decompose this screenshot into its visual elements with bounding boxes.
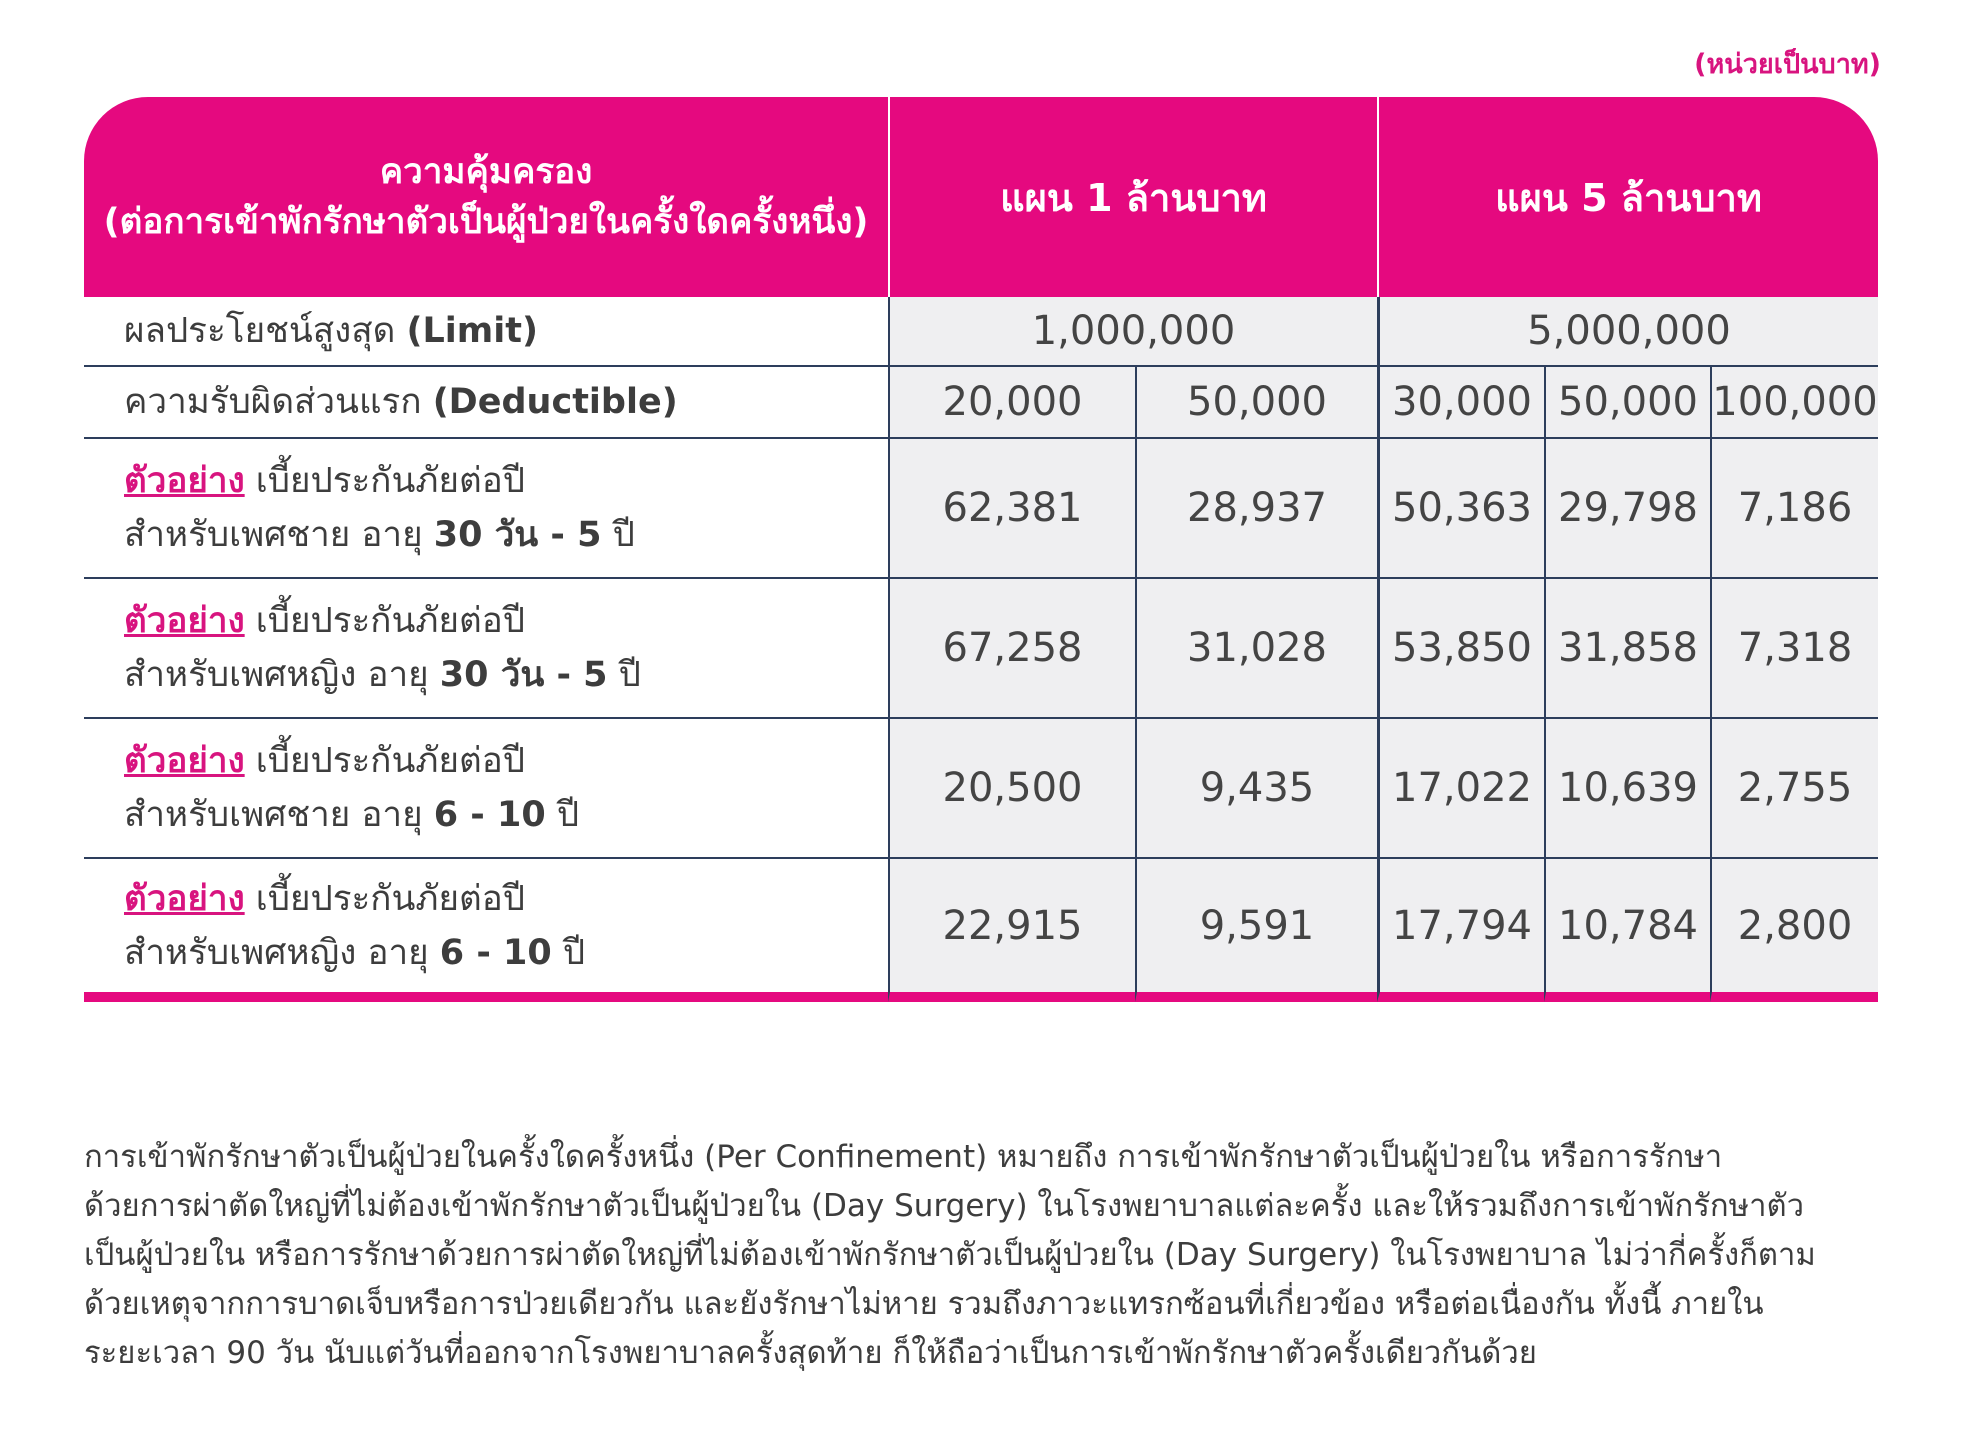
- premium-value: 17,794: [1377, 859, 1544, 1002]
- example-label: [84, 579, 888, 719]
- example-row-male-30d-5y: [84, 439, 1878, 579]
- limit-plan1-value: 1,000,000: [888, 297, 1377, 367]
- premium-value: 22,915: [888, 859, 1135, 1002]
- premium-value: 67,258: [888, 579, 1135, 719]
- premium-value: 9,591: [1135, 859, 1377, 1002]
- table-header-row: [84, 97, 1878, 297]
- example-line2-suffix: ปี: [612, 515, 635, 555]
- deductible-label-en: (Deductible): [432, 382, 678, 422]
- plan5-header: แผน 5 ล้านบาท: [1377, 97, 1878, 297]
- example-age: 6 - 10: [433, 795, 546, 835]
- premium-value: 53,850: [1377, 579, 1544, 719]
- limit-label: [84, 297, 888, 367]
- footnote-line: ด้วยการผ่าตัดใหญ่ที่ไม่ต้องเข้าพักรักษาตัวเป็นผู้ป่วยใน (Day Surgery) ในโรงพยาบาลแต่ละครั้ง และให้รวมถึงการเข้าพักรักษาตัว: [84, 1188, 1805, 1224]
- example-line1: เบี้ยประกันภัยต่อปี: [255, 741, 525, 781]
- example-row-male-6-10y: [84, 719, 1878, 859]
- example-line1: เบี้ยประกันภัยต่อปี: [255, 601, 525, 641]
- premium-value: 20,500: [888, 719, 1135, 859]
- footnote: [84, 1133, 1884, 1378]
- limit-label-en: (Limit): [406, 311, 538, 351]
- premium-value: 31,028: [1135, 579, 1377, 719]
- premium-value: 10,639: [1544, 719, 1710, 859]
- example-line2-prefix: สำหรับเพศหญิง อายุ: [124, 655, 429, 695]
- unit-note: (หน่วยเป็นบาท): [1694, 49, 1881, 80]
- plan1-header: แผน 1 ล้านบาท: [888, 97, 1377, 297]
- example-line1: เบี้ยประกันภัยต่อปี: [255, 461, 525, 501]
- premium-value: 29,798: [1544, 439, 1710, 579]
- premium-value: 7,186: [1710, 439, 1878, 579]
- example-row-female-30d-5y: [84, 579, 1878, 719]
- example-link[interactable]: ตัวอย่าง: [124, 461, 245, 501]
- premium-value: 17,022: [1377, 719, 1544, 859]
- coverage-header-subtitle: (ต่อการเข้าพักรักษาตัวเป็นผู้ป่วยในครั้งใดครั้งหนึ่ง): [103, 202, 869, 242]
- premium-table-container: [84, 97, 1878, 1002]
- premium-value: 7,318: [1710, 579, 1878, 719]
- example-line2-suffix: ปี: [556, 795, 580, 835]
- example-label: [84, 719, 888, 859]
- footnote-line: ด้วยเหตุจากการบาดเจ็บหรือการป่วยเดียวกัน และยังรักษาไม่หาย รวมถึงภาวะแทรกซ้อนที่เกี่ยวข้อง หรือต่อเนื่องกัน ทั้งนี้ ภายใน: [84, 1286, 1764, 1322]
- example-line2-prefix: สำหรับเพศชาย อายุ: [124, 515, 423, 555]
- premium-table: [84, 97, 1878, 1002]
- deductible-row: [84, 367, 1878, 439]
- example-age: 6 - 10: [439, 932, 552, 973]
- deductible-value: 20,000: [888, 367, 1135, 439]
- example-link[interactable]: ตัวอย่าง: [124, 741, 245, 781]
- example-line2-prefix: สำหรับเพศชาย อายุ: [124, 795, 423, 835]
- limit-plan5-value: 5,000,000: [1377, 297, 1878, 367]
- limit-label-th: ผลประโยชน์สูงสุด: [124, 311, 396, 351]
- deductible-value: 50,000: [1544, 367, 1710, 439]
- example-link[interactable]: ตัวอย่าง: [124, 878, 245, 919]
- deductible-value: 100,000: [1710, 367, 1878, 439]
- premium-value: 2,800: [1710, 859, 1878, 1002]
- example-label: [84, 859, 888, 1002]
- premium-value: 2,755: [1710, 719, 1878, 859]
- deductible-label-th: ความรับผิดส่วนแรก: [124, 382, 422, 422]
- premium-value: 9,435: [1135, 719, 1377, 859]
- coverage-header-title: ความคุ้มครอง: [379, 152, 593, 192]
- deductible-label: [84, 367, 888, 439]
- footnote-line: การเข้าพักรักษาตัวเป็นผู้ป่วยในครั้งใดครั้งหนึ่ง (Per Confinement) หมายถึง การเข้าพักรักษาตัวเป็นผู้ป่วยใน หรือการรักษา: [84, 1139, 1723, 1175]
- example-line2-prefix: สำหรับเพศหญิง อายุ: [124, 932, 429, 973]
- example-age: 30 วัน - 5: [439, 655, 608, 695]
- example-label: [84, 439, 888, 579]
- footnote-line: เป็นผู้ป่วยใน หรือการรักษาด้วยการผ่าตัดใหญ่ที่ไม่ต้องเข้าพักรักษาตัวเป็นผู้ป่วยใน (Day Surgery) ในโรงพยาบาล ไม่ว่ากี่ครั้งก็ตาม: [84, 1237, 1816, 1273]
- premium-value: 62,381: [888, 439, 1135, 579]
- premium-value: 50,363: [1377, 439, 1544, 579]
- coverage-header: [84, 97, 888, 297]
- premium-value: 10,784: [1544, 859, 1710, 1002]
- example-line2-suffix: ปี: [562, 932, 586, 973]
- footnote-line: ระยะเวลา 90 วัน นับแต่วันที่ออกจากโรงพยาบาลครั้งสุดท้าย ก็ให้ถือว่าเป็นการเข้าพักรักษาตัวครั้งเดียวกันด้วย: [84, 1335, 1537, 1371]
- deductible-value: 30,000: [1377, 367, 1544, 439]
- limit-row: [84, 297, 1878, 367]
- premium-value: 28,937: [1135, 439, 1377, 579]
- example-age: 30 วัน - 5: [433, 515, 602, 555]
- premium-value: 31,858: [1544, 579, 1710, 719]
- example-row-female-6-10y: [84, 859, 1878, 1002]
- deductible-value: 50,000: [1135, 367, 1377, 439]
- example-line1: เบี้ยประกันภัยต่อปี: [255, 878, 525, 919]
- example-line2-suffix: ปี: [618, 655, 641, 695]
- example-link[interactable]: ตัวอย่าง: [124, 601, 245, 641]
